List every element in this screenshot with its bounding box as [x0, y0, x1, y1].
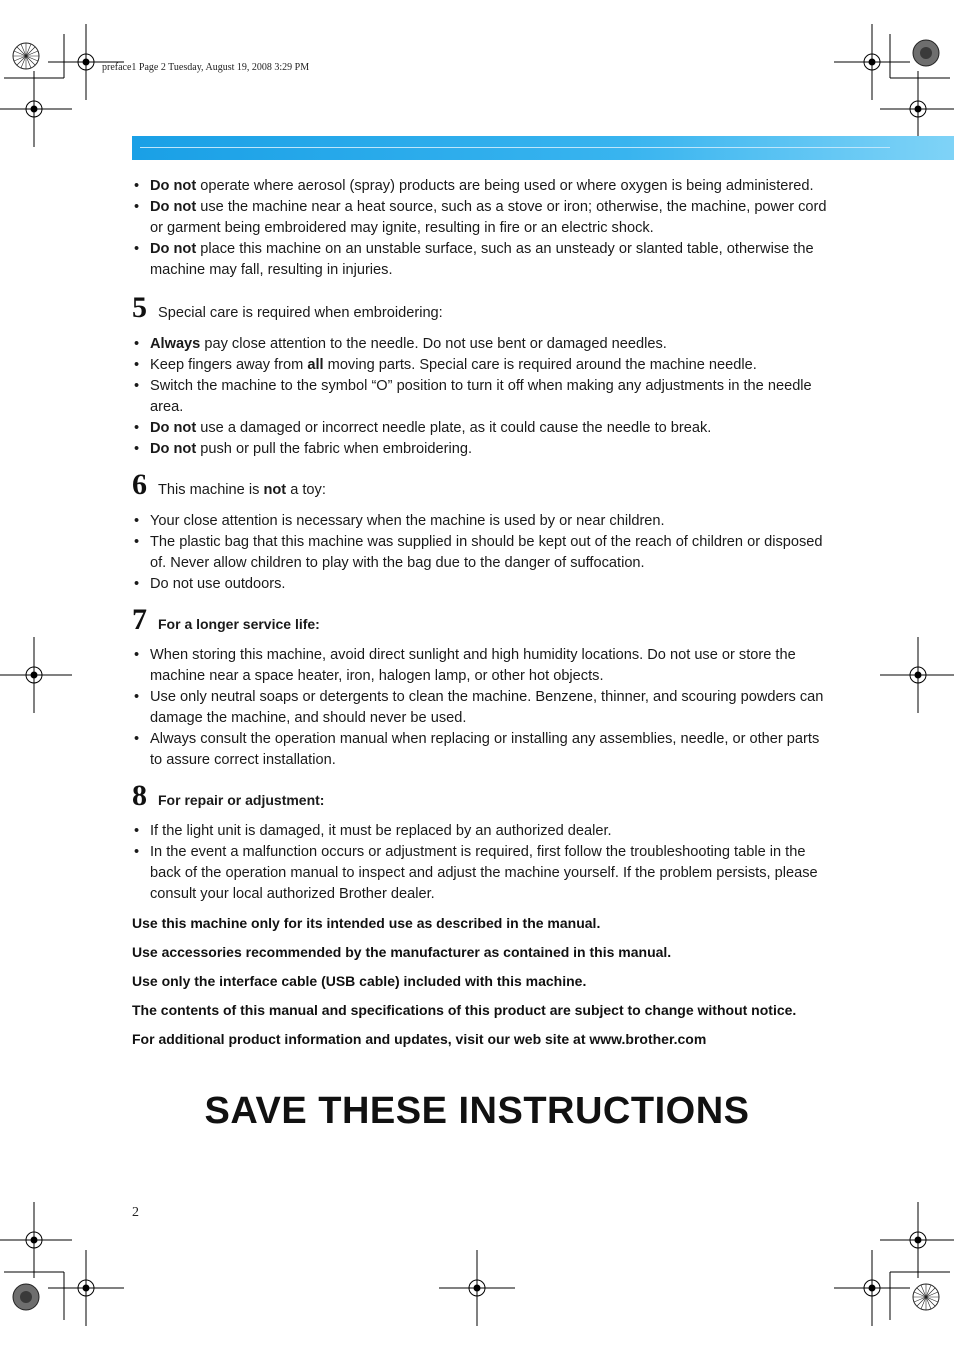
notice-intended-use: Use this machine only for its intended use as described in the manual. [132, 915, 601, 931]
item-text: operate where aerosol (spray) products are being used or where oxygen is being administered. [196, 178, 814, 194]
safety-content [132, 176, 832, 1054]
bold-lead: Do not [150, 420, 197, 436]
section-6-heading [132, 470, 832, 501]
item-text: place this machine on an unstable surface, such as an unsteady or slanted table, otherwise the machine may fall, resulting in injuries. [150, 241, 814, 278]
list-item: • When storing this machine, avoid direct sunlight and high humidity locations. Do not use or store the machine near a space heater, iron, halogen lamp, or other hot objects. [132, 645, 832, 687]
section-title: For repair or adjustment: [158, 792, 325, 808]
header-band [132, 136, 954, 160]
list-item: • In the event a malfunction occurs or adjustment is required, first follow the troubleshooting table in the back of the operation manual to inspect and adjust the machine yourself. If the problem persists, please consult your local authorized Brother dealer. [132, 842, 832, 905]
section-title: For a longer service life: [158, 616, 320, 632]
page-number: 2 [132, 1205, 139, 1220]
list-item: • The plastic bag that this machine was supplied in should be kept out of the reach of children or disposed of. Never allow children to play with the bag due to the danger of suffocation. [132, 532, 832, 574]
title-part: This machine is [158, 482, 264, 498]
list-item: • Do not use outdoors. [132, 574, 832, 595]
section-number: 6 [132, 468, 147, 501]
section-title [158, 480, 326, 501]
section-8-list [132, 821, 832, 905]
notice-website: For additional product information and updates, visit our web site at www.brother.com [132, 1031, 707, 1047]
item-text: push or pull the fabric when embroidering. [196, 441, 473, 457]
notice-usb-cable: Use only the interface cable (USB cable) included with this machine. [132, 973, 587, 989]
item-text: use a damaged or incorrect needle plate, as it could cause the needle to break. [196, 420, 712, 436]
section-5-list [132, 334, 832, 460]
title-part: a toy: [286, 482, 326, 498]
bold-lead: Always [150, 336, 201, 352]
section-7-heading [132, 605, 832, 635]
list-item: • Your close attention is necessary when the machine is used by or near children. [132, 511, 832, 532]
list-item [132, 439, 832, 460]
list-item [132, 197, 832, 239]
list-item [132, 355, 832, 376]
item-text: Switch the machine to the symbol “O” position to turn it off when making any adjustments in the needle area. [150, 378, 812, 415]
section-7-list [132, 645, 832, 771]
section-number: 5 [132, 291, 147, 324]
section-6-list [132, 511, 832, 595]
list-item [132, 418, 832, 439]
bold-lead: Do not [150, 241, 197, 257]
bold-lead: Do not [150, 178, 197, 194]
list-item: • If the light unit is damaged, it must be replaced by an authorized dealer. [132, 821, 832, 842]
bold-word: all [307, 357, 324, 373]
list-item: • Use only neutral soaps or detergents to clean the machine. Benzene, thinner, and scouring powders can damage the machine, and should never be used. [132, 687, 832, 729]
notice-group [132, 909, 832, 1054]
print-slug: preface1 Page 2 Tuesday, August 19, 2008 3:29 PM [102, 62, 310, 73]
list-item [132, 334, 832, 355]
section-5-heading [132, 293, 832, 324]
bold-lead: Do not [150, 441, 197, 457]
item-text: pay close attention to the needle. Do not use bent or damaged needles. [200, 336, 667, 352]
section-title: Special care is required when embroidering: [158, 305, 443, 321]
section-number: 8 [132, 779, 147, 812]
header-rule [140, 147, 890, 148]
top-bullet-list [132, 176, 832, 281]
notice-accessories: Use accessories recommended by the manufacturer as contained in this manual. [132, 944, 672, 960]
list-item [132, 376, 832, 418]
list-item [132, 239, 832, 281]
bold-lead: Do not [150, 199, 197, 215]
section-number: 7 [132, 603, 147, 636]
notice-specifications: The contents of this manual and specifications of this product are subject to change without notice. [132, 1002, 797, 1018]
save-instructions-title: SAVE THESE INSTRUCTIONS [204, 1090, 750, 1132]
section-8-heading [132, 781, 832, 811]
title-bold-part: not [263, 482, 287, 498]
list-item: • Always consult the operation manual when replacing or installing any assemblies, needle, or other parts to assure correct installation. [132, 729, 832, 771]
list-item [132, 176, 832, 197]
item-text: use the machine near a heat source, such as a stove or iron; otherwise, the machine, power cord or garment being embroidered may ignite, resulting in fire or an electric shock. [150, 199, 827, 236]
item-text: Keep fingers away from [150, 357, 308, 373]
item-text: moving parts. Special care is required around the machine needle. [323, 357, 757, 373]
